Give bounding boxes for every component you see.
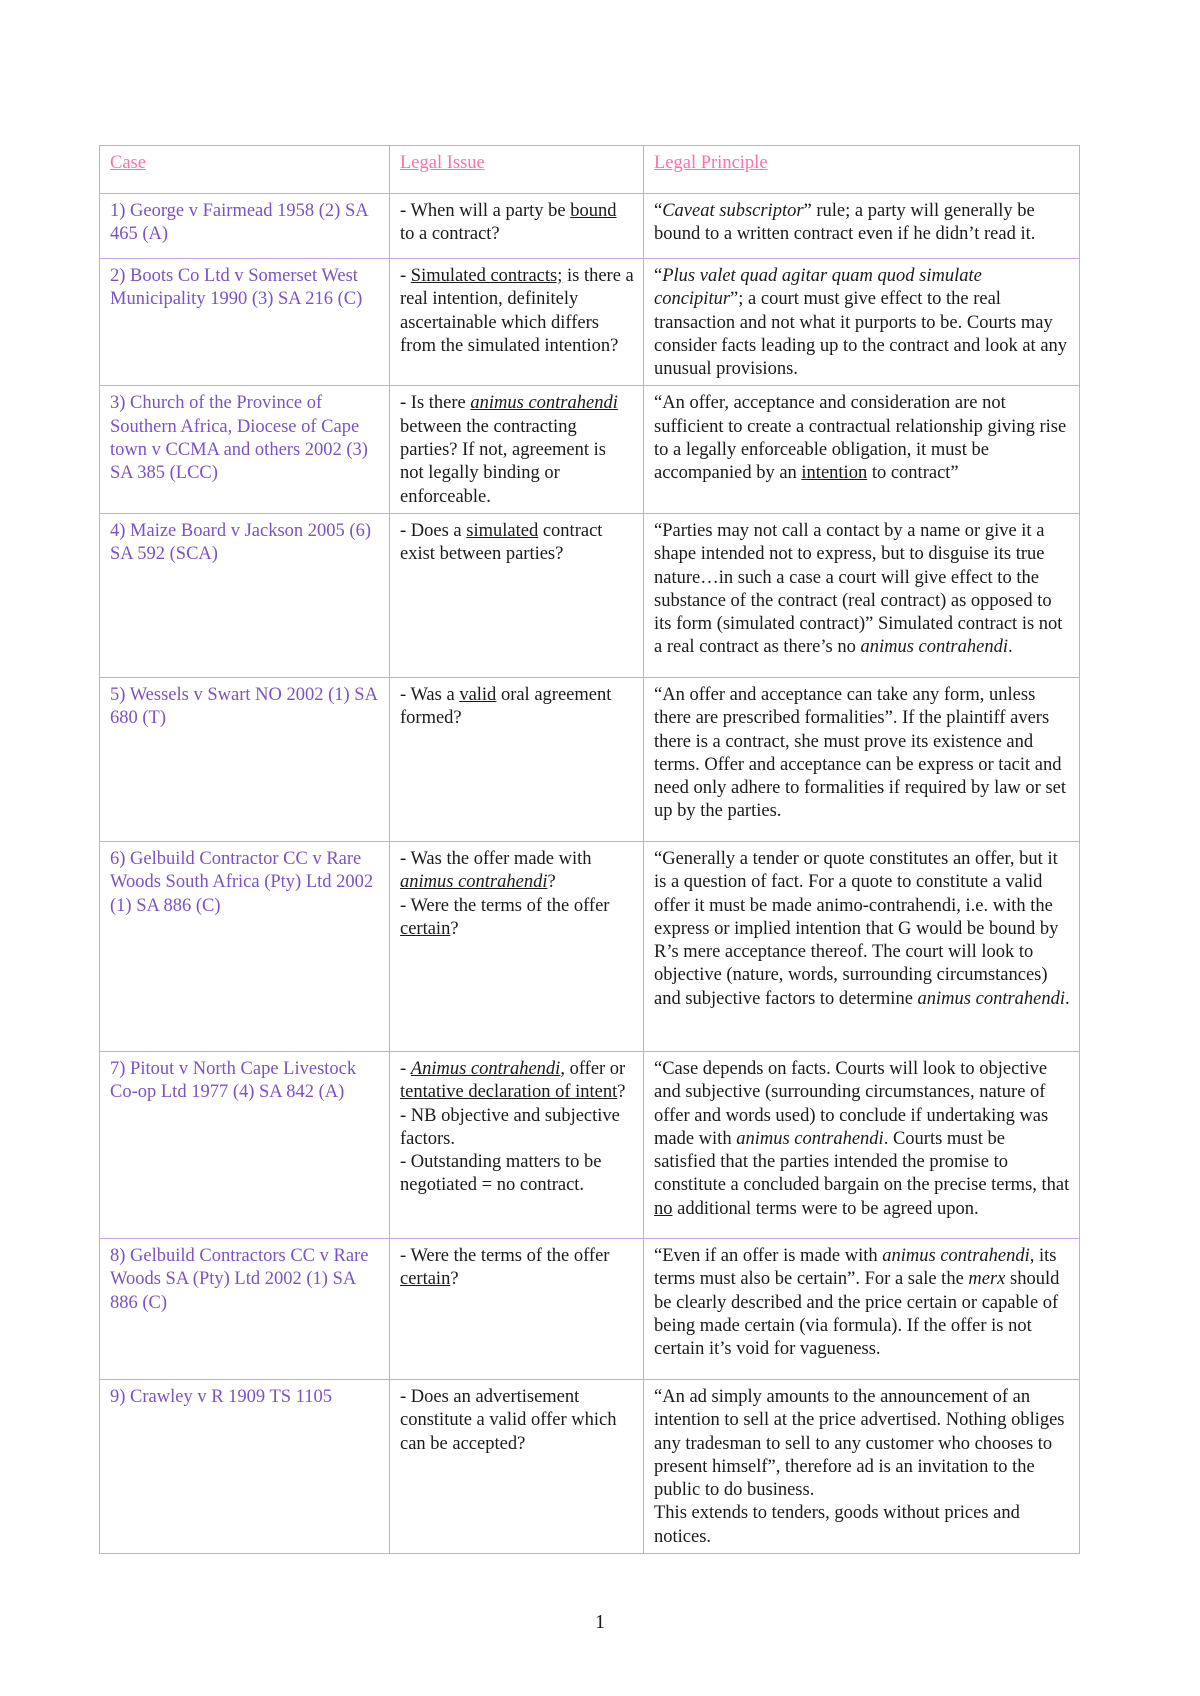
table-row [100, 841, 1080, 1051]
text-run: . Courts must be satisfied that the parties intended the promise to constitute a concluded bargain on the precise terms, that [654, 1128, 1070, 1196]
legal-issue [390, 513, 644, 677]
text-run: - NB objective and subjective factors. [400, 1105, 620, 1149]
text-run: - When will a party be [400, 201, 571, 221]
text-run: no [654, 1198, 673, 1219]
text-run: bound [570, 201, 617, 221]
text-run: Plus valet quad agitar quam quod simulate concipitur [654, 266, 982, 310]
text-run: ? [547, 872, 556, 893]
text-run: This extends to tenders, goods without prices and notices. [654, 1503, 1020, 1547]
table-row [100, 677, 1080, 841]
text-run: oral agreement formed? [400, 684, 612, 729]
case-name: 4) Maize Board v Jackson 2005 (6) SA 592 (SCA) [100, 513, 390, 677]
table-row [100, 1238, 1080, 1379]
text-run: animus contrahendi [470, 393, 618, 414]
text-run: - [400, 1058, 411, 1079]
text-run: merx [968, 1269, 1006, 1290]
text-run: “Even if an offer is made with [654, 1245, 883, 1266]
text-run: “Parties may not call a contact by a name or give it a shape intended not to express, but to disguise its true nature…in such a case a court will give effect to the substance of the contract (real contract) as opposed to its form (simulated contract)” Simulated contract is not a real contract as there’s no [654, 520, 1063, 658]
text-run: ? [617, 1082, 626, 1103]
text-run: “ [654, 201, 663, 221]
text-run: Animus contrahendi [410, 1058, 561, 1079]
text-run: - Were the terms of the offer [400, 1245, 610, 1266]
legal-issue [390, 1051, 644, 1238]
text-run: - Was a [400, 684, 460, 705]
text-run: to contract” [867, 463, 959, 484]
text-run: valid [459, 684, 497, 705]
text-run: intention [801, 463, 868, 484]
text-run: animus contrahendi [917, 988, 1066, 1009]
text-run: , offer or [560, 1058, 626, 1079]
table-row [100, 1379, 1080, 1553]
text-run: “An offer and acceptance can take any form, unless there are prescribed formalities”. If the plaintiff avers there is a contract, she must prove its existence and terms. Offer and acceptance can be express or tacit and need only adhere to formalities if required by law or set up by the parties. [654, 684, 1066, 822]
text-run: animus contrahendi [736, 1128, 884, 1149]
text-run: ? [450, 918, 459, 939]
header-case: Case [100, 146, 390, 194]
legal-principle [644, 841, 1080, 1051]
text-run: to a contract? [400, 224, 500, 245]
table-row [100, 386, 1080, 513]
table-row [100, 513, 1080, 677]
legal-issue [390, 677, 644, 841]
text-run: . [1065, 988, 1070, 1009]
text-run: “An offer, acceptance and consideration are not sufficient to create a contractual relationship giving rise to a legally enforceable obligation, it must be accompanied by an [654, 393, 1067, 484]
text-run: - Does a [400, 520, 467, 541]
table-row [100, 259, 1080, 386]
text-run: should be clearly described and the price certain or capable of being made certain (via formula). If the offer is not certain it’s void for vagueness. [654, 1269, 1060, 1360]
text-run: - [400, 266, 411, 286]
text-run: . [1007, 637, 1013, 658]
legal-principle [644, 1051, 1080, 1238]
text-run: Simulated contracts; [410, 266, 563, 286]
text-run: animus contrahendi [860, 637, 1008, 658]
legal-issue [390, 1379, 644, 1553]
case-name: 5) Wessels v Swart NO 2002 (1) SA 680 (T) [100, 677, 390, 841]
header-row [100, 146, 1080, 194]
text-run: Caveat subscriptor [662, 201, 804, 221]
case-table [99, 145, 1080, 1554]
case-name: 6) Gelbuild Contractor CC v Rare Woods South Africa (Pty) Ltd 2002 (1) SA 886 (C) [100, 841, 390, 1051]
text-run: - Was the offer made with [400, 848, 592, 869]
text-run: ” rule; a party will generally be bound to a written contract even if he didn’t read it. [654, 201, 1036, 245]
text-run: contract exist between parties? [400, 520, 603, 565]
text-run: simulated [466, 520, 539, 541]
legal-principle [644, 1379, 1080, 1553]
case-name: 8) Gelbuild Contractors CC v Rare Woods SA (Pty) Ltd 2002 (1) SA 886 (C) [100, 1238, 390, 1379]
text-run: “Generally a tender or quote constitutes an offer, but it is a question of fact. For a quote to constitute a valid offer it must be made animo-contrahendi, i.e. with the express or implied intention that G would be bound by R’s mere acceptance thereof. The court will look to objective (nature, words, surrounding circumstances) and subjective factors to determine [654, 848, 1059, 1009]
text-run: tentative declaration of intent [400, 1082, 618, 1103]
legal-issue [390, 386, 644, 513]
legal-issue [390, 194, 644, 259]
case-name: 9) Crawley v R 1909 TS 1105 [100, 1379, 390, 1553]
text-run: - Does an advertisement constitute a valid offer which can be accepted? [400, 1386, 617, 1454]
legal-issue [390, 841, 644, 1051]
legal-issue [390, 259, 644, 386]
text-run: additional terms were to be agreed upon. [672, 1198, 979, 1219]
legal-issue [390, 1238, 644, 1379]
legal-principle [644, 513, 1080, 677]
text-run: between the contracting parties? If not, agreement is not legally binding or enforceable. [400, 416, 606, 507]
legal-principle [644, 259, 1080, 386]
legal-principle [644, 386, 1080, 513]
text-run: animus contrahendi [882, 1245, 1030, 1266]
text-run: ”; a court must give effect to the real transaction and not what it purports to be. Courts may consider facts leading up to the contract and look at any unusual provisions. [654, 289, 1068, 380]
case-name: 7) Pitout v North Cape Livestock Co-op Ltd 1977 (4) SA 842 (A) [100, 1051, 390, 1238]
header-legal-principle: Legal Principle [644, 146, 1080, 194]
case-name: 1) George v Fairmead 1958 (2) SA 465 (A) [100, 194, 390, 259]
text-run: “Case depends on facts. Courts will look to objective and subjective (surrounding circumstances, nature of offer and words used) to conclude if undertaking was made with [654, 1058, 1049, 1149]
case-name: 2) Boots Co Ltd v Somerset West Municipality 1990 (3) SA 216 (C) [100, 259, 390, 386]
header-legal-issue: Legal Issue [390, 146, 644, 194]
text-run: “An ad simply amounts to the announcement of an intention to sell at the price advertised. Nothing obliges any tradesman to sell to any customer who chooses to present himself”, therefore ad is an invitation to the public to do business. [654, 1386, 1065, 1501]
page-number: 1 [595, 1611, 605, 1633]
table-row [100, 194, 1080, 259]
text-run: - Is there [400, 393, 471, 414]
text-run: certain [400, 1269, 451, 1290]
text-run: ? [450, 1269, 459, 1290]
legal-principle [644, 1238, 1080, 1379]
text-run: , its terms must also be certain”. For a sale the [654, 1245, 1057, 1290]
table-row [100, 1051, 1080, 1238]
text-run: is there a real intention, definitely ascertainable which differs from the simulated intention? [400, 266, 634, 356]
text-run: animus contrahendi [400, 872, 548, 893]
case-name: 3) Church of the Province of Southern Africa, Diocese of Cape town v CCMA and others 2002 (3) SA 385 (LCC) [100, 386, 390, 513]
text-run: certain [400, 918, 451, 939]
legal-principle [644, 194, 1080, 259]
text-run: - Outstanding matters to be negotiated = no contract. [400, 1152, 602, 1196]
legal-principle [644, 677, 1080, 841]
text-run: “ [654, 266, 663, 286]
text-run: - Were the terms of the offer [400, 895, 610, 916]
